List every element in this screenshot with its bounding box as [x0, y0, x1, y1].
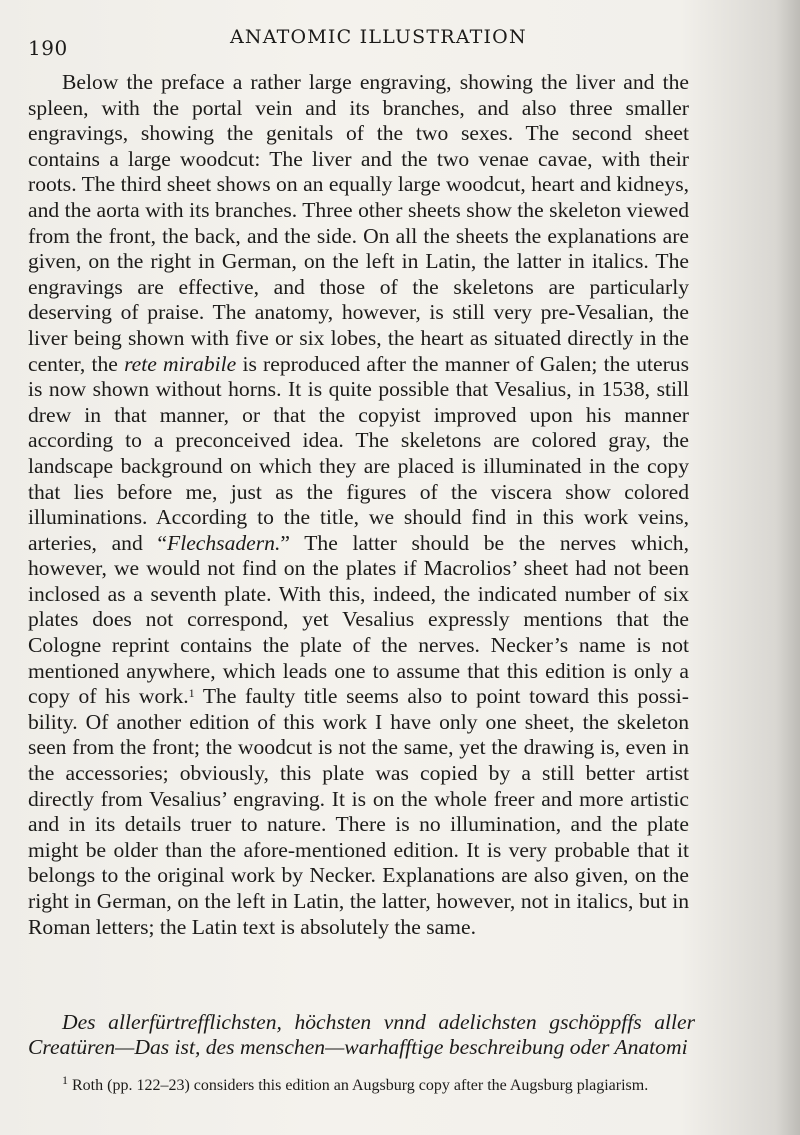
footnote	[28, 1073, 688, 1096]
german-title-quote	[28, 1010, 695, 1060]
paragraph-text: is reproduced after the manner of Galen; the uterus is now shown without horns. It is quite possible that Vesalius, in 1538, still drew in that manner, or that the copyist improved upon his manner according to a preconceived idea. The skeletons are colored gray, the landscape background on which they are placed is illuminated in the copy that lies before me, just as the figures of the viscera show colored illuminations. According to the title, we should find in this work veins, arteries, and “	[28, 351, 689, 555]
main-paragraph	[28, 70, 689, 940]
running-head	[28, 26, 720, 60]
footnote-marker: 1	[188, 686, 195, 701]
paragraph-text: The faulty title seems also to point toward this possibility. Of another edition of this work I have only one sheet, the skeleton seen from the front; the woodcut is not the same, yet the drawing is, even in the accessories; obviously, this plate was copied by a still better artist directly from Vesalius’ engraving. It is on the whole freer and more artistic and in its details truer to nature. There is no illumination, and the plate might be older than the afore-mentioned edition. It is very probable that it belongs to the original work by Necker. Explanations are also given, on the right in German, on the left in Latin, the latter, however, not in italics, but in Roman letters; the Latin text is absolutely the same.	[28, 684, 689, 939]
page-number: 190	[28, 36, 68, 60]
italic-term: rete mirabile	[124, 351, 237, 376]
footnote-number: 1	[62, 1073, 68, 1087]
footnote-text: Roth (pp. 122–23) considers this edition an Augsburg copy after the Augsburg plagiarism.	[68, 1077, 649, 1094]
running-title: ANATOMIC ILLUSTRATION	[230, 26, 527, 48]
paragraph-text: Below the preface a rather large engraving, showing the liver and the spleen, with the portal vein and its branches, and also three smaller engravings, showing the genitals of the two sexes. The second sheet contains a large woodcut: The liver and the two venae cavae, with their roots. The third sheet shows on an equally large woodcut, heart and kidneys, and the aorta with its branches. Three other sheets show the skeleton viewed from the front, the back, and the side. On all the sheets the explanations are given, on the right in German, on the left in Latin, the latter in italics. The engravings are effective, and those of the skeletons are particularly deserving of praise. The anatomy, however, is still very pre-Vesalian, the liver being shown with five or six lobes, the heart as situated directly in the center, the	[28, 70, 689, 376]
paragraph-text: ” The latter should be the nerves which, however, we would not find on the plates if Macrolios’ sheet had not been inclosed as a seventh plate. With this, indeed, the indicated number of six plates does not correspond, yet Vesalius expressly mentions that the Cologne reprint contains the plate of the nerves. Necker’s name is not mentioned anywhere, which leads one to assume that this edition is only a copy of his work.	[28, 530, 690, 709]
italic-term: Flechsadern.	[167, 530, 281, 555]
quote-text: Des allerfürtrefflichsten, höchsten vnnd adelichsten gschöppffs aller Creatüren—Das ist, des menschen—warhafftige beschreibung oder Anatomi	[28, 1010, 695, 1059]
